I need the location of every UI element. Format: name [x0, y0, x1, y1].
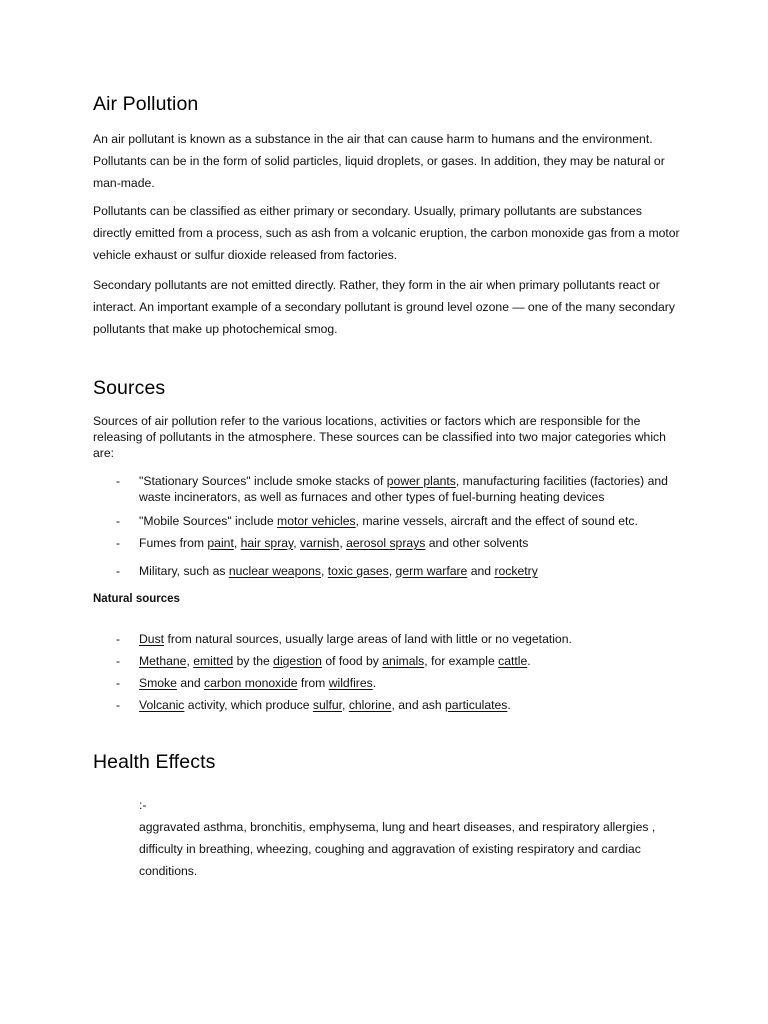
link-varnish[interactable]: varnish: [300, 536, 340, 550]
paragraph-secondary-pollutants: Secondary pollutants are not emitted directly. Rather, they form in the air when primary pollutants react or interact. An important example of a secondary pollutant is ground level ozone — one of the many secondary pollutants that make up photochemical smog.: [93, 278, 675, 336]
link-dust[interactable]: Dust: [139, 632, 165, 646]
link-aerosol-sprays[interactable]: aerosol sprays: [346, 536, 426, 550]
list-item-methane: Methane, emitted by the digestion of food by animals, for example cattle.: [139, 654, 531, 668]
link-carbon-monoxide[interactable]: carbon monoxide: [204, 676, 298, 690]
link-sulfur[interactable]: sulfur: [312, 698, 343, 712]
bullet-marker: -: [116, 536, 121, 550]
list-item-military: Military, such as nuclear weapons, toxic gases, germ warfare and rocketry: [139, 564, 538, 578]
link-chlorine[interactable]: chlorine: [348, 698, 392, 712]
subheading-natural-sources: Natural sources: [93, 593, 180, 605]
list-item-mobile-sources: "Mobile Sources" include motor vehicles, marine vessels, aircraft and the effect of sound etc.: [139, 514, 638, 528]
list-item-smoke: Smoke and carbon monoxide from wildfires.: [139, 676, 377, 690]
list-item-volcanic: Volcanic activity, which produce sulfur, chlorine, and ash particulates.: [139, 698, 511, 712]
link-emitted[interactable]: emitted: [193, 654, 234, 668]
bullet-marker: -: [116, 564, 121, 578]
paragraph-primary-secondary: Pollutants can be classified as either primary or secondary. Usually, primary pollutants are substances directly emitted from a process, such as ash from a volcanic eruption, the carbon monoxide gas from a motor vehicle exhaust or sulfur dioxide released from factories.: [93, 204, 680, 262]
bullet-marker: -: [116, 676, 121, 690]
link-particulates[interactable]: particulates: [445, 698, 508, 712]
bullet-marker: -: [116, 654, 121, 668]
bullet-marker: -: [116, 514, 121, 528]
link-cattle[interactable]: cattle: [498, 654, 528, 668]
link-hair-spray[interactable]: hair spray: [240, 536, 294, 550]
link-paint[interactable]: paint: [207, 536, 234, 550]
link-animals[interactable]: animals: [382, 654, 425, 668]
link-nuclear-weapons[interactable]: nuclear weapons: [228, 564, 322, 578]
health-effects-marker: :-: [139, 798, 147, 812]
link-digestion[interactable]: digestion: [273, 654, 322, 668]
list-item-stationary-sources: "Stationary Sources" include smoke stacks of power plants, manufacturing facilities (factories) and waste incinerators, as well as furnaces and other types of fuel-burning heating devices: [139, 474, 668, 504]
bullet-marker: -: [116, 474, 121, 488]
link-toxic-gases[interactable]: toxic gases: [327, 564, 389, 578]
link-wildfires[interactable]: wildfires: [328, 676, 373, 690]
heading-air-pollution: Air Pollution: [93, 93, 199, 115]
bullet-marker: -: [116, 698, 121, 712]
list-item-dust: Dust from natural sources, usually large areas of land with little or no vegetation.: [139, 632, 572, 646]
link-methane[interactable]: Methane: [139, 654, 187, 668]
paragraph-pollutant-definition: An air pollutant is known as a substance in the air that can cause harm to humans and the environment. Pollutants can be in the form of solid particles, liquid droplets, or gases. In addition, they may be natural or man-made.: [93, 132, 665, 190]
list-item-fumes: Fumes from paint, hair spray, varnish, aerosol sprays and other solvents: [139, 536, 529, 550]
link-smoke[interactable]: Smoke: [139, 676, 177, 690]
paragraph-health-effects: aggravated asthma, bronchitis, emphysema, lung and heart diseases, and respiratory allergies , difficulty in breathing, wheezing, coughing and aggravation of existing respiratory and cardiac conditions.: [139, 820, 656, 878]
link-power-plants[interactable]: power plants: [386, 474, 456, 488]
link-germ-warfare[interactable]: germ warfare: [395, 564, 468, 578]
link-rocketry[interactable]: rocketry: [494, 564, 538, 578]
link-volcanic[interactable]: Volcanic: [139, 698, 185, 712]
bullet-marker: -: [116, 632, 121, 646]
heading-health-effects: Health Effects: [93, 751, 216, 773]
heading-sources: Sources: [93, 377, 166, 399]
link-motor-vehicles[interactable]: motor vehicles: [277, 514, 356, 528]
paragraph-sources-intro: Sources of air pollution refer to the various locations, activities or factors which are responsible for the releasing of pollutants in the atmosphere. These sources can be classified into two major categories which are:: [93, 414, 666, 460]
